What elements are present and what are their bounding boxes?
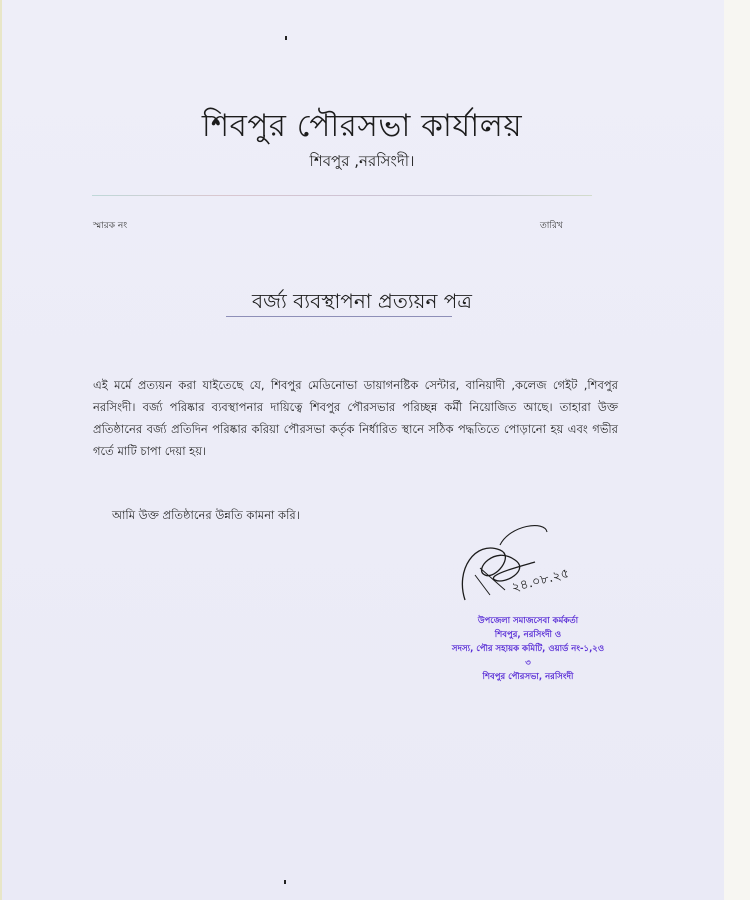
certificate-title: বর্জ্য ব্যবস্থাপনা প্রত্যয়ন পত্র — [251, 289, 473, 313]
date-label: তারিখ — [540, 221, 563, 231]
stamp-line: শিবপুর, নরসিংদী ও — [494, 630, 562, 640]
office-title: শিবপুর পৌরসভা কার্যালয় — [201, 108, 523, 144]
signature-scribble-icon — [455, 520, 605, 620]
memo-number-label: স্মারক নং — [93, 221, 128, 231]
certificate-body: এই মর্মে প্রত্যয়ন করা যাইতেছে যে, শিবপুর মেডিনোভা ডায়াগনষ্টিক সেন্টার, বানিয়াদী ,কলেজ গেইট ,শিবপুর নরসিংদী। বর্জ্য পরিষ্কার ব্যবস্থাপনার দায়িত্বে শিবপুর পৌরসভার পরিচ্ছন্ন কর্মী নিয়োজিত আছে। তাহারা উক্ত প্রতিষ্ঠানের বর্জ্য প্রতিদিন পরিষ্কার করিয়া পৌরসভা কর্তৃক নির্ধারিত স্থানে সঠিক পদ্ধতিতে পোড়ানো হয় এবং গভীর গর্তে মাটি চাপা দেয়া হয়। — [93, 378, 618, 458]
office-address: শিবপুর ,নরসিংদী। — [309, 152, 415, 170]
stamp-line: সদস্য, পৌর সহায়ক কমিটি, ওয়ার্ড নং-১,২ও ৩ — [451, 644, 605, 668]
stamp-line: উপজেলা সমাজসেবা কর্মকর্তা — [477, 616, 579, 626]
stamp-line: শিবপুর পৌরসভা, নরসিংদী — [482, 672, 574, 682]
certificate-title-underline — [226, 316, 452, 317]
signature-date: ২৪.০৮.২৫ — [510, 566, 571, 596]
closing-line: আমি উক্ত প্রতিষ্ঠানের উন্নতি কামনা করি। — [112, 508, 300, 522]
header-divider — [92, 195, 592, 196]
page-edge — [724, 0, 750, 900]
official-stamp — [448, 614, 608, 684]
signature — [455, 520, 605, 620]
scan-speck — [284, 880, 286, 884]
scan-speck — [285, 36, 287, 40]
